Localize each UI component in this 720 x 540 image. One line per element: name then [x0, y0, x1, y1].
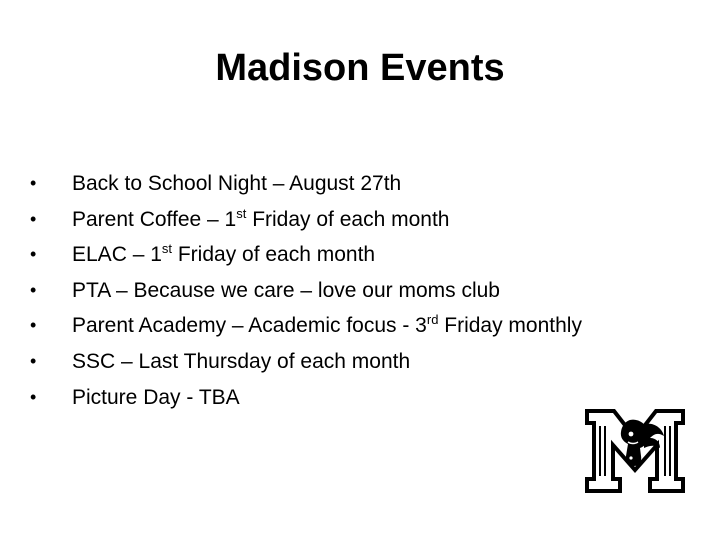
- bullet-icon: •: [30, 315, 37, 336]
- bullet-icon: •: [30, 279, 37, 300]
- bullet-icon: •: [30, 386, 37, 407]
- list-item-text: Parent Academy – Academic focus - 3rd Friday monthly: [72, 312, 582, 338]
- ordinal-suffix: st: [161, 241, 173, 257]
- bullet-icon: •: [30, 244, 37, 265]
- list-item: [30, 237, 710, 273]
- list-item-text: SSC – Last Thursday of each month: [72, 349, 411, 373]
- bullet-icon: •: [30, 350, 37, 371]
- bullet-icon: •: [30, 208, 37, 229]
- list-item: [30, 202, 710, 238]
- list-item-text: Parent Coffee – 1st Friday of each month: [72, 205, 450, 231]
- page-title: Madison Events: [215, 47, 505, 89]
- mustang-m-logo-icon: [584, 408, 686, 494]
- list-item-text: PTA – Because we care – love our moms club: [72, 278, 500, 302]
- list-item-text: Back to School Night – August 27th: [72, 172, 402, 195]
- list-item-text: Picture Day - TBA: [72, 385, 240, 409]
- list-item: [30, 166, 710, 202]
- list-item: [30, 308, 710, 344]
- list-item: [30, 273, 710, 309]
- ordinal-suffix: rd: [426, 312, 439, 328]
- bullet-icon: •: [30, 173, 37, 193]
- bullet-list: [30, 166, 710, 415]
- ordinal-suffix: st: [236, 205, 247, 221]
- list-item-text: ELAC – 1st Friday of each month: [72, 241, 376, 267]
- list-item: [30, 344, 710, 380]
